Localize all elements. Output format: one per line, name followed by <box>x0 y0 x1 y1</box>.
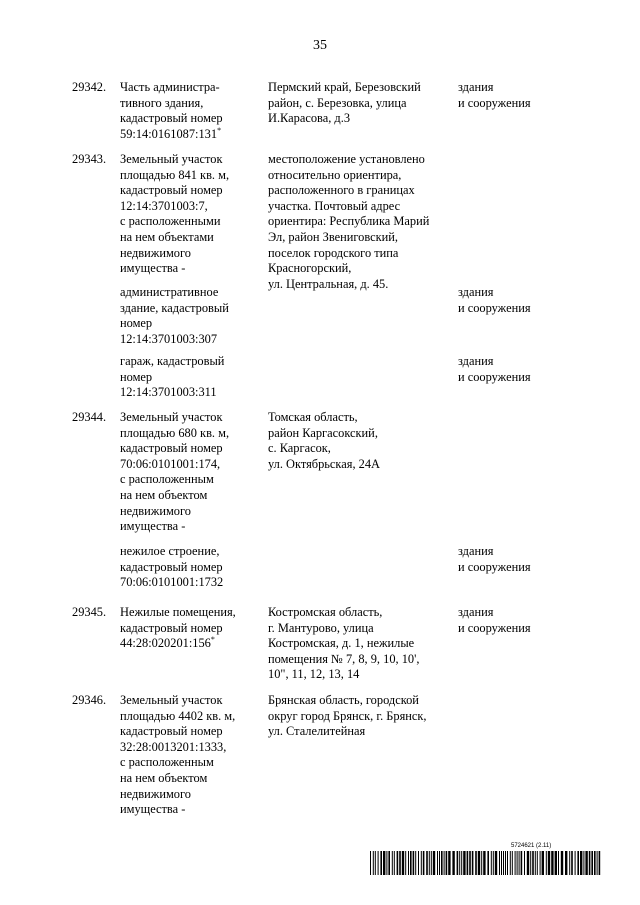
name-line: кадастровый номер <box>120 620 223 635</box>
entry-name <box>120 410 229 535</box>
barcode-bar <box>583 851 584 875</box>
barcode-bar <box>499 851 500 875</box>
address-line: Костромская область, <box>268 605 383 619</box>
name-line: недвижимого <box>120 786 191 801</box>
barcode-bar <box>548 851 550 875</box>
barcode-bar <box>501 851 502 875</box>
type-line: здания <box>458 605 494 619</box>
entry-address <box>268 152 429 292</box>
name-line: номер <box>120 369 153 384</box>
barcode-bar <box>483 851 485 875</box>
sub-item-name <box>120 285 229 347</box>
footnote-mark: * <box>217 125 222 135</box>
name-line: кадастровый номер <box>120 724 223 739</box>
name-line: недвижимого <box>120 503 191 518</box>
barcode-bar <box>423 851 425 875</box>
address-line: ориентира: Республика Марий <box>268 214 430 229</box>
name-line: 70:06:0101001:1732 <box>120 575 224 590</box>
entry-number: 29342. <box>72 80 107 94</box>
barcode-bar <box>495 851 497 875</box>
barcode-bar <box>386 851 387 875</box>
barcode-bar <box>517 851 518 875</box>
barcode-bar <box>383 851 385 875</box>
address-line: ул. Сталелитейная <box>268 724 366 739</box>
name-line: кадастровый номер <box>120 559 223 574</box>
name-line: 70:06:0101001:174, <box>120 456 221 471</box>
barcode-bar <box>441 851 443 875</box>
barcode-bar <box>530 851 531 875</box>
name-line: 12:14:3701003:7, <box>120 198 208 213</box>
barcode-bar <box>594 851 596 875</box>
name-line: на нем объектом <box>120 487 208 502</box>
address-line: Брянская область, городской <box>268 693 419 707</box>
barcode-bar <box>408 851 409 875</box>
barcode-bar <box>380 851 382 875</box>
address-line: И.Карасова, д.3 <box>268 111 351 126</box>
barcode-bar <box>537 851 538 875</box>
barcode-bar <box>475 851 477 875</box>
name-line: площадью 4402 кв. м, <box>120 708 236 723</box>
address-line: расположенного в границах <box>268 183 415 198</box>
barcode-bar <box>405 851 406 875</box>
name-line: имущества - <box>120 519 186 534</box>
entry-type <box>458 80 531 111</box>
barcode-bar <box>481 851 482 875</box>
address-line: поселок городского типа <box>268 245 399 260</box>
barcode-bar <box>575 851 576 875</box>
barcode-bar <box>519 851 520 875</box>
barcode-bar <box>457 851 459 875</box>
barcode-bar <box>410 851 412 875</box>
barcode-bar <box>505 851 506 875</box>
barcode-bar <box>437 851 438 875</box>
address-line: район, с. Березовка, улица <box>268 95 407 110</box>
address-line: Томская область, <box>268 410 358 424</box>
entry-name <box>120 693 235 818</box>
barcode-bar <box>394 851 395 875</box>
type-line: и сооружения <box>458 300 531 315</box>
barcode-bar <box>426 851 428 875</box>
entry-address <box>268 80 421 127</box>
type-line: здания <box>458 544 494 558</box>
name-line: с расположенным <box>120 755 214 770</box>
name-line: нежилое строение, <box>120 544 220 558</box>
sub-item-type <box>458 354 531 385</box>
barcode-bar <box>469 851 471 875</box>
entry-number: 29344. <box>72 410 107 424</box>
name-line: тивного здания, <box>120 95 204 110</box>
sub-item-type <box>458 544 531 575</box>
address-line: Костромская, д. 1, нежилые <box>268 636 415 651</box>
name-line: 32:28:0013201:1333, <box>120 739 227 754</box>
address-line: с. Каргасок, <box>268 441 331 456</box>
sub-item-name <box>120 544 223 591</box>
barcode-bar <box>540 851 541 875</box>
name-line: кадастровый номер <box>120 111 223 126</box>
name-line: площадью 680 кв. м, <box>120 425 230 440</box>
barcode-bar <box>429 851 430 875</box>
barcode-bar <box>373 851 374 875</box>
barcode-bar <box>478 851 480 875</box>
barcode-bar <box>597 851 598 875</box>
barcode-bar <box>542 851 544 875</box>
barcode-bar <box>459 851 460 875</box>
barcode-bar <box>418 851 419 875</box>
entry-number: 29345. <box>72 605 107 619</box>
barcode-bar <box>370 851 371 875</box>
name-line: площадью 841 кв. м, <box>120 167 230 182</box>
barcode-bar <box>446 851 448 875</box>
address-line: местоположение установлено <box>268 152 425 166</box>
address-line: Красногорский, <box>268 261 352 276</box>
barcode-bar <box>507 851 508 875</box>
barcode-bar <box>491 851 492 875</box>
barcode-bar <box>510 851 511 875</box>
barcode-bar <box>399 851 401 875</box>
barcode-bar <box>448 851 450 875</box>
barcode-bar <box>565 851 567 875</box>
address-line: Пермский край, Березовский <box>268 80 421 94</box>
barcode-bar <box>561 851 563 875</box>
barcode-bar <box>452 851 454 875</box>
name-line: здание, кадастровый <box>120 300 229 315</box>
name-line: кадастровый номер <box>120 183 223 198</box>
page-number: 35 <box>313 38 327 53</box>
name-line: 59:14:0161087:131 <box>120 126 218 141</box>
barcode-bar <box>535 851 536 875</box>
address-line: 10", 11, 12, 13, 14 <box>268 667 360 682</box>
barcode-bar <box>551 851 553 875</box>
address-line: помещения № 7, 8, 9, 10, 10', <box>268 651 420 666</box>
entry-name <box>120 605 236 652</box>
barcode-bar <box>591 851 593 875</box>
address-line: округ город Брянск, г. Брянск, <box>268 708 427 723</box>
type-line: и сооружения <box>458 620 531 635</box>
name-line: гараж, кадастровый <box>120 354 225 368</box>
name-line: на нем объектом <box>120 770 208 785</box>
barcode-bar <box>413 851 415 875</box>
barcode-bar <box>375 851 376 875</box>
barcode-bar <box>580 851 582 875</box>
barcode-bar <box>524 851 525 875</box>
barcode-bar <box>472 851 474 875</box>
name-line: Часть администра- <box>120 80 220 94</box>
type-line: и сооружения <box>458 369 531 384</box>
barcode-bar <box>546 851 547 875</box>
entry-name <box>120 80 223 142</box>
barcode-bar <box>431 851 432 875</box>
entry-name <box>120 152 229 277</box>
barcode-bar <box>415 851 416 875</box>
address-line: Эл, район Звениговский, <box>268 229 399 244</box>
name-line: Нежилые помещения, <box>120 605 236 619</box>
entry-address <box>268 693 427 740</box>
barcode-bar <box>521 851 523 875</box>
entry-type <box>458 605 531 636</box>
barcode-bar <box>503 851 504 875</box>
barcode-bar <box>392 851 393 875</box>
name-line: 12:14:3701003:307 <box>120 331 218 346</box>
type-line: здания <box>458 285 494 299</box>
barcode-bar <box>402 851 404 875</box>
address-line: относительно ориентира, <box>268 167 402 182</box>
address-line: участка. Почтовый адрес <box>268 198 401 213</box>
barcode-bar <box>569 851 570 875</box>
barcode-bar <box>378 851 379 875</box>
name-line: на нем объектами <box>120 229 214 244</box>
footnote-mark: * <box>210 635 215 645</box>
barcode-bar <box>515 851 516 875</box>
type-line: и сооружения <box>458 559 531 574</box>
barcode-bar <box>577 851 579 875</box>
address-line: г. Мантурово, улица <box>268 620 374 635</box>
barcode-bar <box>444 851 445 875</box>
name-line: Земельный участок <box>120 152 223 166</box>
entry-number: 29343. <box>72 152 107 166</box>
barcode-bar <box>589 851 591 875</box>
name-line: 44:28:020201:156 <box>120 636 211 651</box>
barcode-bar <box>397 851 399 875</box>
barcode-bar <box>388 851 390 875</box>
type-line: и сооружения <box>458 95 531 110</box>
name-line: кадастровый номер <box>120 441 223 456</box>
address-line: ул. Октябрьская, 24А <box>268 456 380 471</box>
name-line: с расположенным <box>120 472 214 487</box>
barcode-bar <box>585 851 587 875</box>
entry-number: 29346. <box>72 693 107 707</box>
barcode-bar <box>571 851 573 875</box>
name-line: номер <box>120 316 153 331</box>
name-line: с расположенными <box>120 214 221 229</box>
sub-item-type <box>458 285 531 316</box>
name-line: Земельный участок <box>120 410 223 424</box>
document-code: 5724621 (2.11) <box>511 843 552 849</box>
type-line: здания <box>458 354 494 368</box>
barcode-bar <box>493 851 494 875</box>
barcode <box>370 851 602 875</box>
barcode-bar <box>532 851 534 875</box>
barcode-bar <box>433 851 435 875</box>
barcode-bar <box>467 851 469 875</box>
barcode-bar <box>558 851 559 875</box>
barcode-bar <box>512 851 513 875</box>
entry-address <box>268 605 419 683</box>
name-line: имущества - <box>120 802 186 817</box>
barcode-bar <box>527 851 529 875</box>
barcode-bar <box>461 851 462 875</box>
address-line: район Каргасокский, <box>268 425 378 440</box>
name-line: недвижимого <box>120 245 191 260</box>
barcode-bar <box>463 851 465 875</box>
name-line: административное <box>120 285 219 299</box>
entry-address <box>268 410 380 472</box>
type-line: здания <box>458 80 494 94</box>
barcode-bar <box>439 851 440 875</box>
name-line: имущества - <box>120 261 186 276</box>
barcode-bar <box>421 851 422 875</box>
barcode-bar <box>555 851 557 875</box>
sub-item-name <box>120 354 224 401</box>
name-line: Земельный участок <box>120 693 223 707</box>
address-line: ул. Центральная, д. 45. <box>268 276 389 291</box>
name-line: 12:14:3701003:311 <box>120 385 217 400</box>
barcode-bar <box>599 851 601 875</box>
barcode-bar <box>487 851 489 875</box>
